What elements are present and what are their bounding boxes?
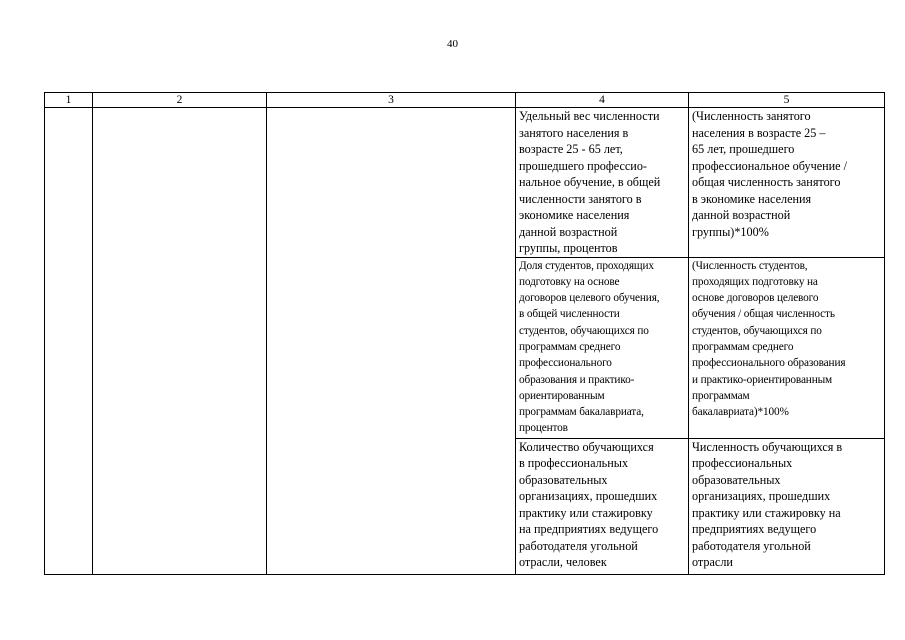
cell-text-line: организациях, прошедших [519, 489, 658, 503]
row-cell-col1 [45, 108, 93, 575]
cell-text-line: практику или стажировку на [692, 505, 841, 520]
indicator-formula-cell [689, 108, 885, 258]
indicator-formula-cell [689, 438, 885, 574]
cell-text-line: проходящих подготовку на [692, 275, 818, 288]
column-header-5: 5 [689, 93, 885, 108]
cell-text-line: на предприятиях ведущего [519, 522, 659, 536]
cell-text-line: данной возрастной [692, 208, 791, 222]
row-cell-col3 [267, 108, 516, 575]
cell-text-line: в общей численности [519, 308, 620, 321]
row-cell-col2 [93, 108, 267, 575]
cell-text-line: профессиональных [692, 456, 793, 470]
cell-text-line: экономике населения [519, 208, 630, 222]
cell-text-line: (Численность занятого [692, 109, 811, 123]
cell-text-line: данной возрастной [519, 224, 618, 239]
column-header-4: 4 [516, 93, 689, 108]
cell-text-line: возрасте 25 - 65 лет, [519, 142, 623, 156]
cell-text-line: работодателя угольной [519, 538, 638, 553]
cell-text-line: практику или стажировку [519, 505, 653, 520]
cell-text-line: 65 лет, прошедшего [692, 142, 795, 156]
cell-text-line: программам среднего [692, 340, 794, 353]
cell-text-line: (Численность студентов, [692, 259, 808, 272]
cell-text-line: ориентированным [519, 389, 605, 402]
cell-text-line: подготовку на основе [519, 275, 620, 288]
cell-text-line: договоров целевого обучения, [519, 292, 660, 305]
cell-text-line: Численность обучающихся в [692, 439, 843, 454]
cell-text-line: бакалавриата)*100% [692, 406, 789, 419]
cell-text-line: программам среднего [519, 340, 621, 353]
column-header-2: 2 [93, 93, 267, 108]
cell-text-line: предприятиях ведущего [692, 522, 817, 536]
cell-text-line: Количество обучающихся [519, 439, 654, 454]
cell-text-line: профессионального [519, 357, 612, 370]
cell-text-line: населения в возрасте 25 – [692, 125, 826, 140]
cell-text-line: Доля студентов, проходящих [519, 259, 654, 272]
table-row [45, 108, 885, 258]
cell-text-line: отрасли, человек [519, 555, 607, 569]
table-header-row [45, 93, 885, 108]
cell-text-line: Удельный вес численности [519, 109, 660, 123]
cell-text-line: общая численность занятого [692, 175, 841, 189]
cell-text-line: студентов, обучающихся по [519, 324, 649, 337]
column-header-1: 1 [45, 93, 93, 108]
cell-text-line: образовательных [692, 472, 781, 487]
indicator-formula-cell [689, 257, 885, 438]
page-number: 40 [447, 38, 458, 50]
cell-text-line: прошедшего профессио- [519, 158, 647, 173]
cell-text-line: профессиональное обучение / [692, 158, 848, 173]
cell-text-line: организациях, прошедших [692, 489, 831, 503]
cell-text-line: программам бакалавриата, [519, 406, 644, 419]
cell-text-line: в экономике населения [692, 191, 812, 206]
indicator-table [44, 92, 885, 575]
cell-text-line: численности занятого в [519, 191, 642, 206]
cell-text-line: в профессиональных [519, 456, 629, 470]
cell-text-line: профессионального образования [692, 357, 846, 370]
cell-text-line: нальное обучение, в общей [519, 175, 661, 189]
cell-text-line: работодателя угольной [692, 538, 811, 553]
cell-text-line: образовательных [519, 472, 608, 487]
cell-text-line: программам [692, 389, 750, 402]
cell-text-line: процентов [519, 422, 568, 435]
indicator-name-cell [516, 108, 689, 258]
cell-text-line: обучения / общая численность [692, 308, 835, 321]
cell-text-line: образования и практико- [519, 373, 635, 386]
cell-text-line: группы)*100% [692, 224, 769, 239]
cell-text-line: отрасли [692, 555, 733, 569]
cell-text-line: группы, процентов [519, 241, 618, 255]
indicator-name-cell [516, 438, 689, 574]
indicator-name-cell [516, 257, 689, 438]
cell-text-line: и практико-ориентированным [692, 373, 833, 386]
cell-text-line: основе договоров целевого [692, 292, 819, 305]
column-header-3: 3 [267, 93, 516, 108]
cell-text-line: занятого населения в [519, 125, 629, 140]
cell-text-line: студентов, обучающихся по [692, 324, 822, 337]
